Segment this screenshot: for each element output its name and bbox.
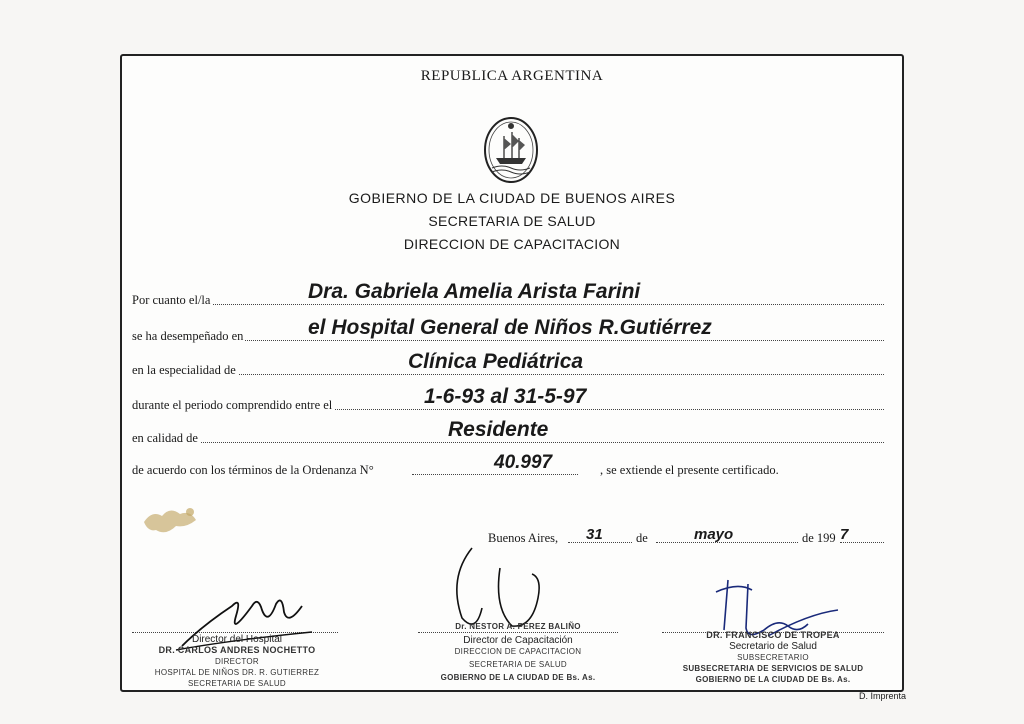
left-stamp-hospital: HOSPITAL DE NIÑOS DR. R. GUTIERREZ [154, 668, 320, 677]
date-day: 31 [586, 526, 603, 543]
right-stamp-subsecretariat: SUBSECRETARIA DE SERVICIOS DE SALUD [682, 664, 864, 673]
name-row [132, 278, 884, 308]
period-row [132, 383, 884, 413]
period-label: durante el periodo comprendido entre el [132, 398, 333, 412]
place-value: el Hospital General de Niños R.Gutiérrez [308, 316, 712, 339]
secretariat-heading: SECRETARIA DE SALUD [428, 213, 596, 229]
ordinance-row [132, 448, 884, 478]
date-city: Buenos Aires, [488, 531, 559, 545]
left-stamp-secretariat: SECRETARIA DE SALUD [187, 679, 287, 688]
period-value: 1-6-93 al 31-5-97 [424, 385, 587, 408]
specialty-value: Clínica Pediátrica [408, 350, 584, 373]
center-signatory-title: Director de Capacitación [463, 635, 573, 646]
place-label: se ha desempeñado en [132, 329, 244, 343]
country-heading: REPUBLICA ARGENTINA [420, 68, 604, 84]
left-signatory-title: Director del Hospital [191, 634, 283, 645]
date-de1: de [636, 531, 648, 545]
date-de2: de 199 [802, 531, 836, 545]
specialty-row [132, 348, 884, 378]
right-stamp-government: GOBIERNO DE LA CIUDAD DE Bs. As. [695, 675, 851, 684]
specialty-label: en la especialidad de [132, 363, 236, 377]
direction-heading: DIRECCION DE CAPACITACION [403, 236, 621, 252]
name-value: Dra. Gabriela Amelia Arista Farini [308, 280, 641, 303]
left-stamp-name: DR. CARLOS ANDRES NOCHETTO [158, 645, 316, 655]
center-stamp-secretariat: SECRETARIA DE SALUD [468, 660, 568, 669]
date-year-digit: 7 [840, 526, 849, 543]
right-stamp-role: SUBSECRETARIO [737, 653, 809, 662]
ordinance-label: de acuerdo con los términos de la Ordenanza N° [132, 463, 374, 477]
center-stamp-direction: DIRECCION DE CAPACITACION [454, 647, 582, 656]
left-stamp-role: DIRECTOR [214, 657, 260, 666]
date-month: mayo [694, 526, 734, 543]
stain-mark [140, 502, 204, 540]
certificate-sheet [120, 54, 904, 692]
signature-block-right [662, 630, 884, 685]
name-label: Por cuanto el/la [132, 293, 211, 307]
signature-block-center [418, 621, 618, 683]
government-heading: GOBIERNO DE LA CIUDAD DE BUENOS AIRES [348, 190, 676, 206]
role-value: Residente [448, 418, 549, 441]
ordinance-suffix: , se extiende el presente certificado. [600, 463, 779, 477]
role-row [132, 416, 884, 446]
coat-of-arms-icon [482, 114, 540, 184]
center-stamp-government: GOBIERNO DE LA CIUDAD DE Bs. As. [440, 673, 596, 682]
ordinance-value: 40.997 [494, 452, 553, 473]
center-signatory-name: Dr. NESTOR A. PEREZ BALIÑO [455, 622, 581, 631]
right-signatory-title: Secretario de Salud [729, 641, 817, 652]
place-row [132, 314, 884, 344]
role-label: en calidad de [132, 431, 198, 445]
printer-footer: D. Imprenta [858, 691, 906, 701]
right-signatory-name: DR. FRANCISCO DE TROPEA [706, 630, 840, 640]
signature-block-left [142, 634, 332, 689]
